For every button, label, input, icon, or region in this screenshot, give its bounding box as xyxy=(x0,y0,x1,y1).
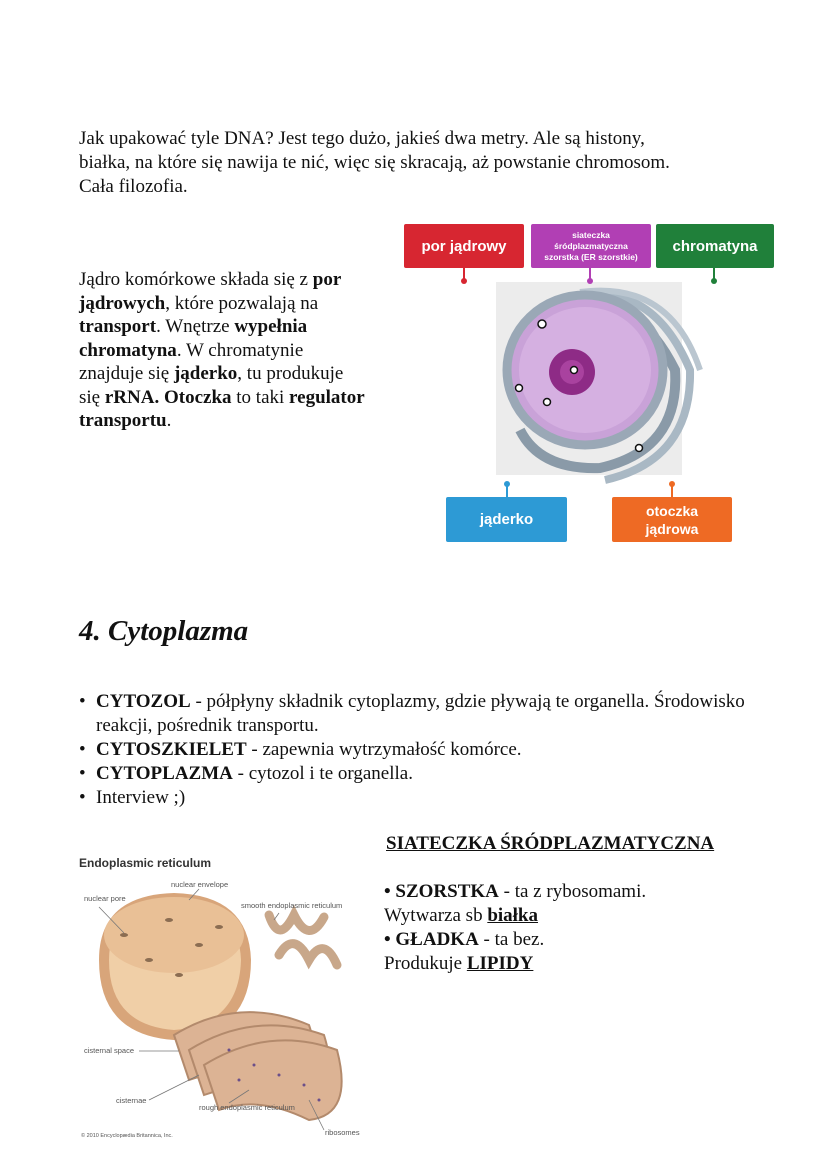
intro-line-1: Jak upakować tyle DNA? Jest tego dużo, jakieś dwa metry. Ale są histony, xyxy=(79,128,645,149)
label-cisternae: cisternae xyxy=(116,1096,147,1105)
label-smooth-er: smooth endoplasmic reticulum xyxy=(241,901,343,910)
bullet-term: CYTOSZKIELET xyxy=(96,739,247,760)
label-nuclear-pore: por jądrowy xyxy=(404,224,524,268)
text-run: - ta bez. xyxy=(478,929,545,950)
er-section-title: SIATECZKA ŚRÓDPLAZMATYCZNA xyxy=(386,833,715,854)
bold-term: rRNA. xyxy=(104,386,160,408)
label-chromatin: chromatyna xyxy=(656,224,774,268)
label-cisternal-space: cisternal space xyxy=(84,1046,135,1055)
label-er-line: śródplazmatyczna xyxy=(554,240,628,251)
bullet-term: CYTOZOL xyxy=(96,691,191,712)
text-run: . Wnętrze xyxy=(156,316,235,337)
text-run: . xyxy=(166,410,172,431)
text-run: , które pozwalają na xyxy=(165,292,319,314)
label-rough-er xyxy=(531,224,651,268)
figure-copyright: © 2010 Encyclopædia Britannica, Inc. xyxy=(81,1133,173,1139)
bullet-list xyxy=(79,690,759,810)
bullet-text: Interview ;) xyxy=(96,787,186,808)
intro-line-3: Cała filozofia. xyxy=(79,176,188,197)
smooth-er-term: • GŁADKA xyxy=(384,929,479,950)
bold-term: wypełnia chromatyna xyxy=(79,316,308,361)
label-nuclear-pore-en: nuclear pore xyxy=(84,894,126,903)
bold-term: transport xyxy=(79,316,157,337)
list-item xyxy=(79,762,759,786)
label-envelope-line: otoczka xyxy=(645,502,699,519)
bullet-text: - półpłyny składnik cytoplazmy, gdzie pływają te organella. Środowisko reakcji, pośrednik transportu. xyxy=(96,691,745,736)
label-nuclear-envelope xyxy=(612,497,732,542)
rough-er-term: • SZORSTKA xyxy=(384,881,499,902)
label-rough-er-en: rough endoplasmic reticulum xyxy=(199,1103,295,1112)
intro-paragraph xyxy=(79,127,759,199)
list-item xyxy=(79,786,759,810)
label-nuclear-envelope-en: nuclear envelope xyxy=(171,880,229,889)
text-run: Wytwarza sb xyxy=(384,905,488,926)
label-er-line: szorstka (ER szorstkie) xyxy=(544,251,638,262)
er-figure-title: Endoplasmic reticulum xyxy=(79,856,212,870)
label-envelope-line: jądrowa xyxy=(645,520,699,537)
text-run: to taki xyxy=(231,386,290,408)
bullet-text: - zapewnia wytrzymałość komórce. xyxy=(246,739,522,760)
er-description xyxy=(384,880,784,976)
label-nucleolus: jąderko xyxy=(446,497,567,542)
text-run: - ta z rybosomami. xyxy=(498,881,647,902)
bold-term: jąderko xyxy=(173,363,238,384)
text-run: Produkuje xyxy=(384,953,467,974)
intro-line-2: białka, na które się nawija te nić, więc się skracają, aż powstanie chromosom. xyxy=(79,152,670,173)
bold-term: por jądrowych xyxy=(79,269,341,314)
list-item xyxy=(79,690,759,738)
nucleus-paragraph xyxy=(79,268,369,433)
protein-term: białka xyxy=(487,905,539,926)
label-ribosomes: ribosomes xyxy=(325,1128,360,1137)
bullet-text: - cytozol i te organella. xyxy=(232,763,413,784)
bold-term: Otoczka xyxy=(163,386,232,408)
text-run: Jądro komórkowe składa się z xyxy=(79,269,308,290)
text-run: , tu produkuje się xyxy=(79,363,344,408)
label-er-line: siateczka xyxy=(572,229,610,240)
bold-term: regulator transportu xyxy=(79,386,365,431)
list-item xyxy=(79,738,759,762)
lipids-term: LIPIDY xyxy=(466,953,534,974)
text-run: . W chromatynie znajduje się xyxy=(79,339,304,384)
bullet-term: CYTOPLAZMA xyxy=(96,763,233,784)
section-heading: 4. Cytoplazma xyxy=(79,615,249,647)
